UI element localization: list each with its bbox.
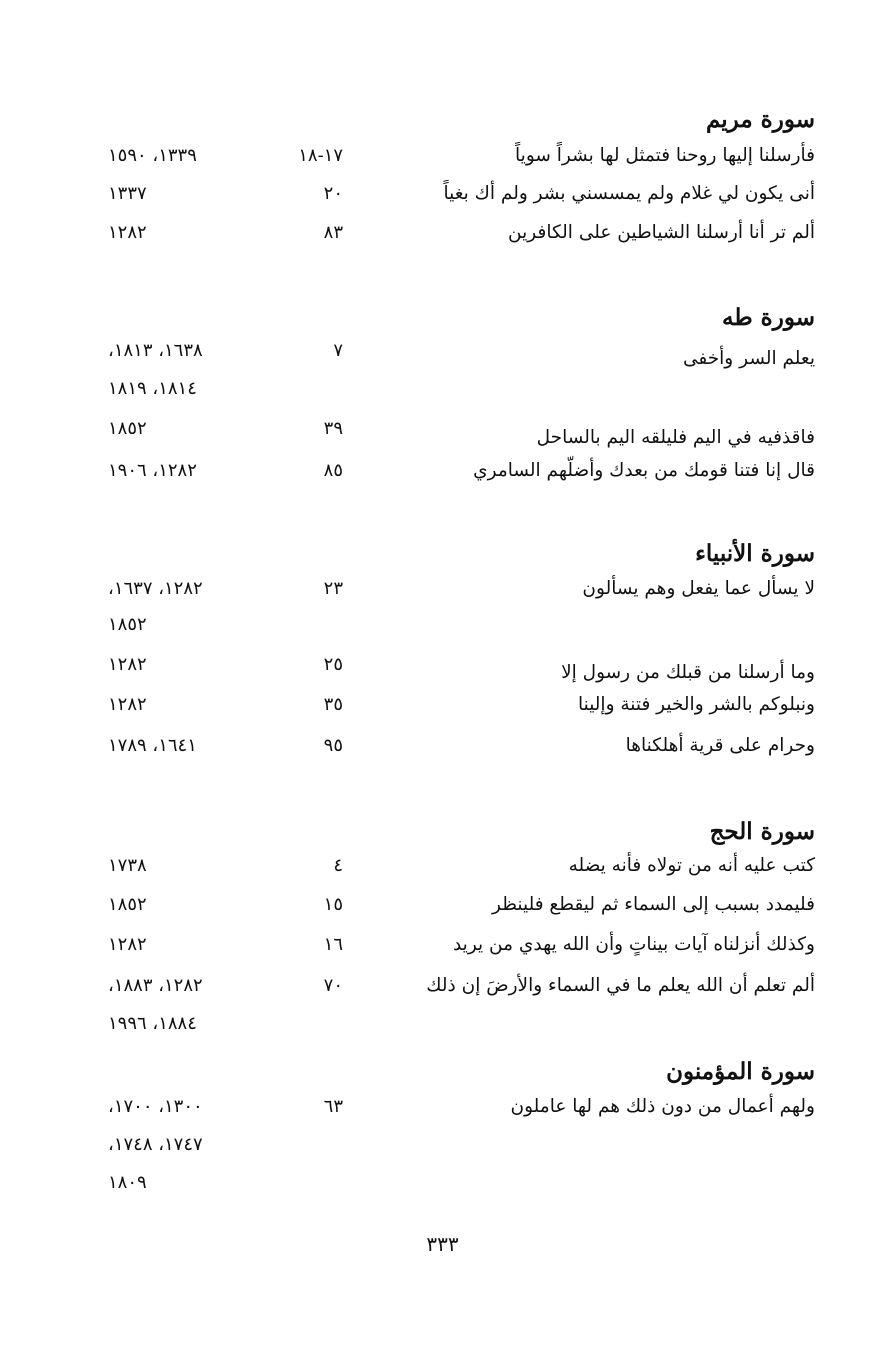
verse-text: وما أرسلنا من قبلك من رسول إلا [561, 662, 815, 683]
verse-number: ٢٠ [323, 183, 343, 204]
surah-heading: سورة طه [722, 304, 815, 331]
page-references: ١٨٥٢ [108, 418, 147, 439]
verse-number: ٢٥ [323, 654, 343, 675]
surah-heading: سورة الحج [709, 818, 815, 845]
page-references: ١٢٨٢ [108, 222, 147, 243]
verse-text: وحرام على قرية أهلكناها [625, 735, 815, 756]
verse-number: ١٥ [323, 894, 343, 915]
verse-text: ولهم أعمال من دون ذلك هم لها عاملون [510, 1096, 815, 1117]
surah-heading: سورة مريم [705, 106, 815, 133]
page-references: ١٢٨٢ [108, 654, 147, 675]
verse-number: ٨٥ [323, 460, 343, 481]
page-references: ١٨١٤، ١٨١٩ [108, 378, 197, 399]
page-number: ٣٣٣ [426, 1232, 459, 1256]
page-references: ١٦٣٨، ١٨١٣، [108, 340, 203, 361]
page-references: ١٣٠٠، ١٧٠٠، [108, 1096, 203, 1117]
verse-text: أنى يكون لي غلام ولم يمسسني بشر ولم أك بغياً [443, 183, 815, 204]
page-references: ١٨٨٤، ١٩٩٦ [108, 1013, 197, 1034]
page-references: ١٦٤١، ١٧٨٩ [108, 735, 197, 756]
verse-number: ٧٠ [323, 975, 343, 996]
verse-number: ١٦ [323, 934, 343, 955]
surah-heading: سورة الأنبياء [695, 540, 815, 567]
verse-text: فأرسلنا إليها روحنا فتمثل لها بشراً سوياً [515, 145, 815, 166]
page-references: ١٨٥٢ [108, 614, 147, 635]
page-references: ١٧٣٨ [108, 855, 147, 876]
verse-number: ٨٣ [323, 222, 343, 243]
verse-number: ٦٣ [323, 1096, 343, 1117]
verse-number: ١٧-١٨ [298, 145, 343, 166]
verse-text: لا يسأل عما يفعل وهم يسألون [582, 578, 815, 599]
page-references: ١٢٨٢، ١٦٣٧، [108, 578, 203, 599]
verse-text: ونبلوكم بالشر والخير فتنة وإلينا [577, 694, 815, 715]
verse-number: ٢٣ [323, 578, 343, 599]
verse-text: ألم تعلم أن الله يعلم ما في السماء والأرضَ إن ذلك [426, 975, 815, 996]
page-references: ١٧٤٧، ١٧٤٨، [108, 1134, 203, 1155]
page-references: ١٨٥٢ [108, 894, 147, 915]
surah-heading: سورة المؤمنون [666, 1058, 815, 1085]
page-references: ١٣٣٩، ١٥٩٠ [108, 145, 197, 166]
verse-number: ٣٩ [323, 418, 343, 439]
verse-number: ٣٥ [323, 694, 343, 715]
page-references: ١٣٣٧ [108, 183, 147, 204]
verse-text: كتب عليه أنه من تولاه فأنه يضله [568, 855, 815, 876]
verse-text: وكذلك أنزلناه آيات بيناتٍ وأن الله يهدي من يريد [452, 934, 815, 955]
page-references: ١٢٨٢ [108, 694, 147, 715]
verse-number: ٩٥ [323, 735, 343, 756]
verse-number: ٤ [333, 855, 343, 876]
verse-text: فليمدد بسبب إلى السماء ثم ليقطع فلينظر [492, 894, 815, 915]
verse-text: يعلم السر وأخفى [682, 348, 815, 369]
page-references: ١٢٨٢، ١٨٨٣، [108, 975, 203, 996]
page-references: ١٢٨٢ [108, 934, 147, 955]
verse-text: ألم تر أنا أرسلنا الشياطين على الكافرين [508, 222, 815, 243]
page-references: ١٢٨٢، ١٩٠٦ [108, 460, 197, 481]
verse-text: فاقذفيه في اليم فليلقه اليم بالساحل [536, 427, 815, 448]
verse-number: ٧ [333, 340, 343, 361]
verse-text: قال إنا فتنا قومك من بعدك وأضلّهم السامري [473, 460, 815, 481]
page-references: ١٨٠٩ [108, 1172, 147, 1193]
